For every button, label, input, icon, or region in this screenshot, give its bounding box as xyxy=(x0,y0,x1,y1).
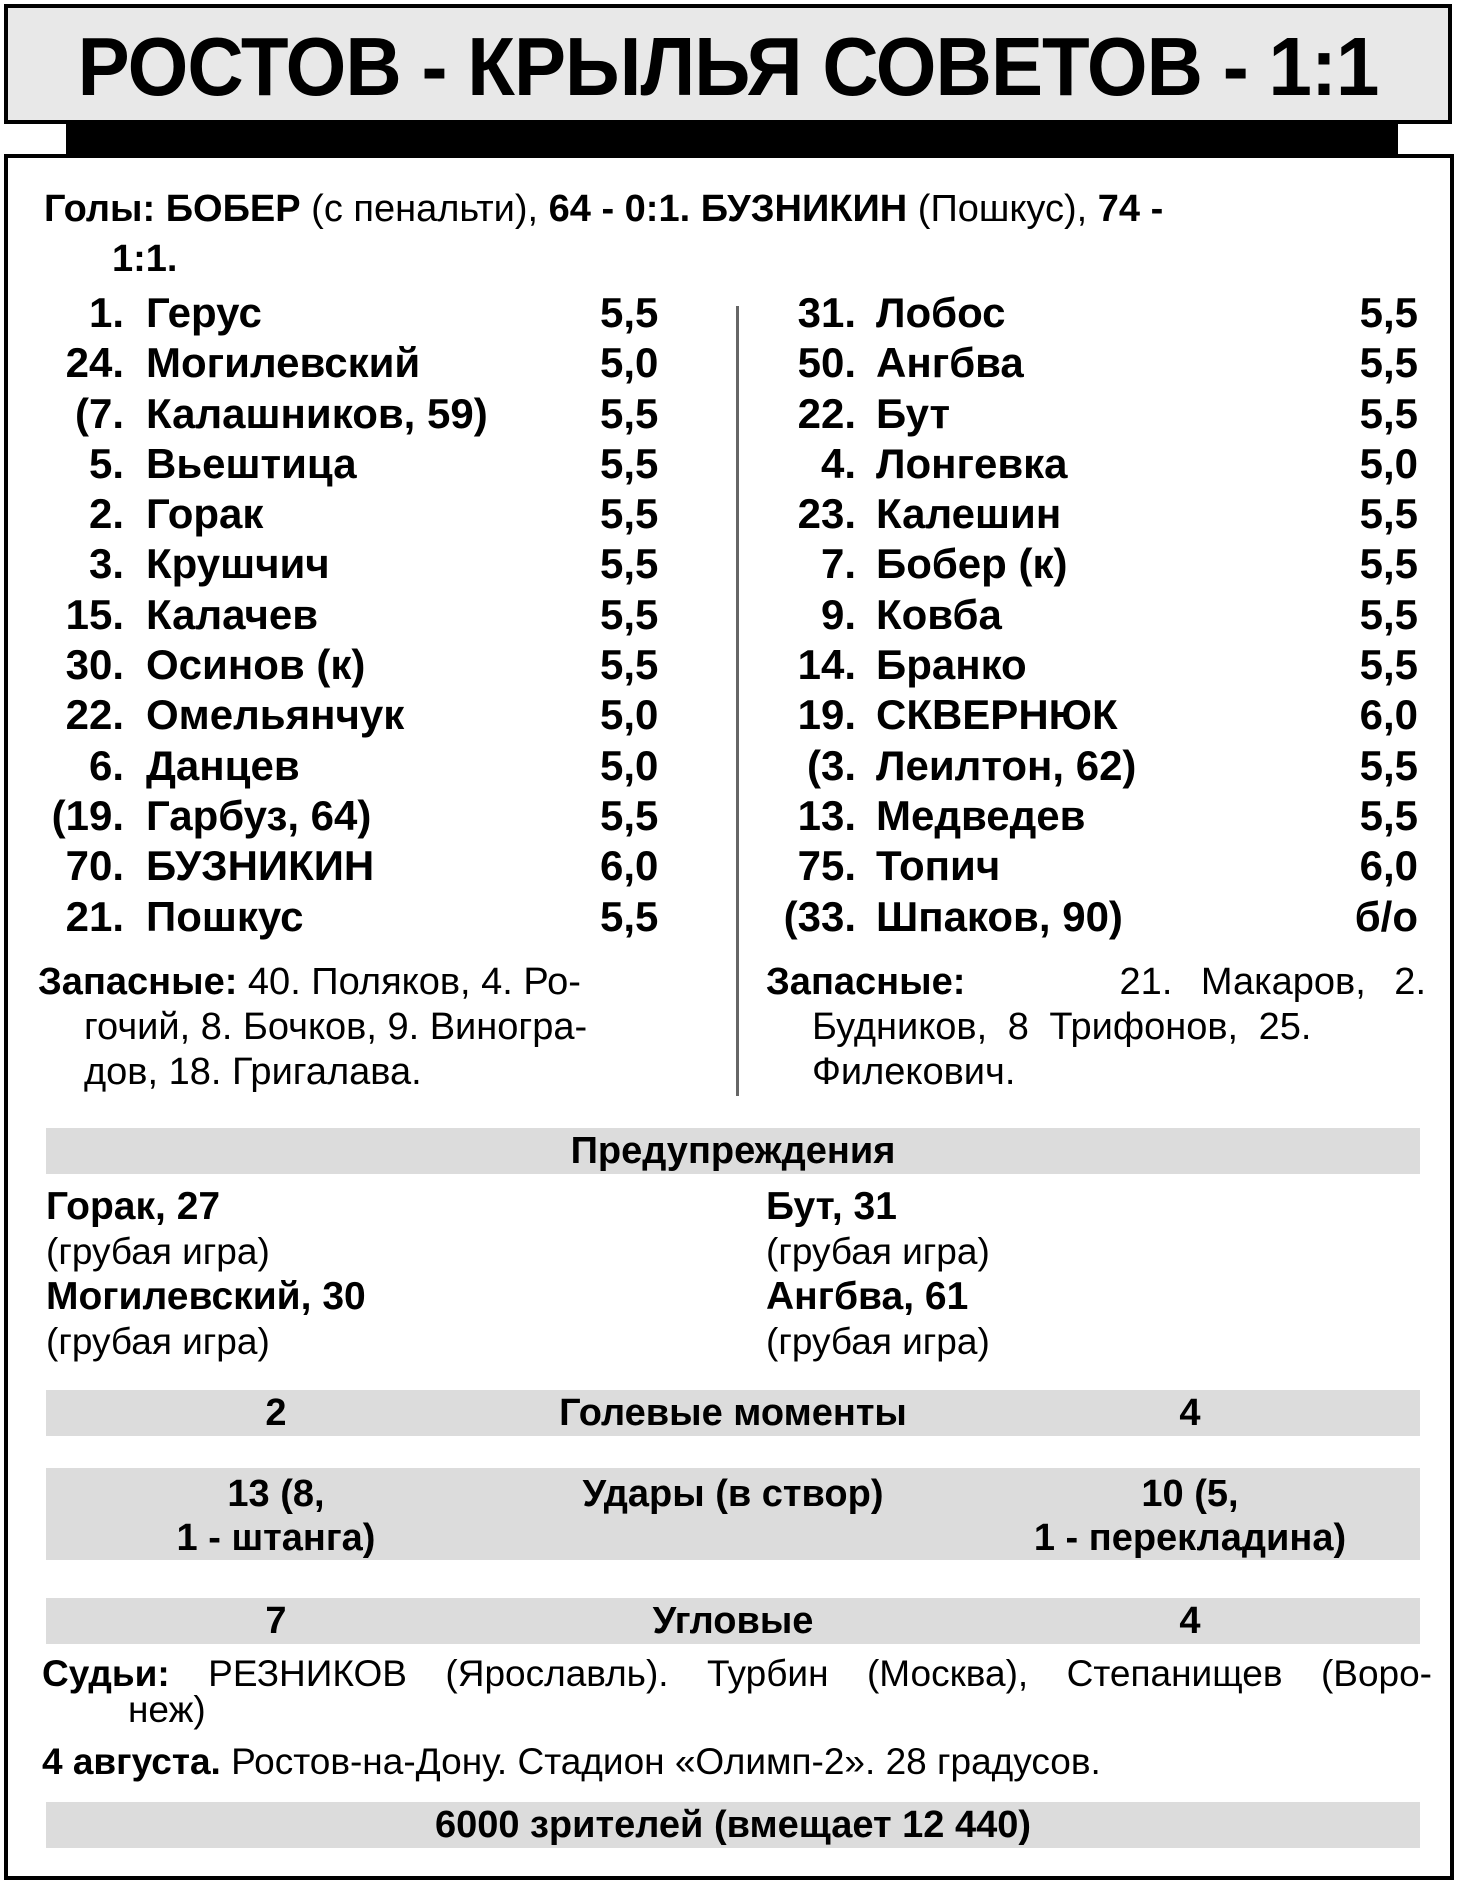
player-number: 9. xyxy=(820,590,856,638)
player-name: Могилевский xyxy=(146,339,421,387)
player-name: Омельянчук xyxy=(146,691,405,739)
player-name: Бобер (к) xyxy=(876,540,1068,588)
player-grade: 5,5 xyxy=(600,289,659,336)
player-number: (33. xyxy=(783,892,856,940)
player-row xyxy=(8,690,708,740)
player-row xyxy=(8,892,708,942)
player-number: 6. xyxy=(88,741,124,789)
player-number: 3. xyxy=(88,540,124,588)
player-name: Ангбва xyxy=(876,339,1024,387)
goal1-score: 64 - 0:1. xyxy=(548,188,691,230)
referees-label: Судьи: xyxy=(42,1653,170,1694)
player-grade: 5,5 xyxy=(600,641,659,689)
attendance-row xyxy=(46,1802,1420,1848)
player-grade: 5,5 xyxy=(1359,791,1418,839)
title-box xyxy=(4,4,1452,124)
player-name: Лобос xyxy=(876,289,1006,336)
corners-away: 4 xyxy=(1179,1600,1201,1642)
goal2-note: (Пошкус), xyxy=(917,188,1088,230)
shots-label: Удары (в створ) xyxy=(582,1473,884,1515)
shots-away-line2: 1 - перекладина) xyxy=(1033,1517,1347,1559)
home-subs-line2: гочий, 8. Бочков, 9. Виногра- xyxy=(84,1006,588,1048)
player-grade: 5,0 xyxy=(1359,439,1418,487)
goal1-scorer: БОБЕР xyxy=(165,188,301,230)
warnings-header xyxy=(46,1128,1420,1174)
away-warning-player: Ангбва, 61 xyxy=(766,1275,969,1318)
player-number: 23. xyxy=(797,490,856,538)
player-grade: 5,5 xyxy=(1359,490,1418,538)
home-warning-reason: (грубая игра) xyxy=(46,1321,270,1362)
player-grade: 5,0 xyxy=(600,339,659,387)
chances-home: 2 xyxy=(265,1392,287,1434)
player-row xyxy=(736,338,1436,388)
player-row xyxy=(8,791,708,841)
home-substitutes xyxy=(38,960,698,1095)
player-grade: 5,5 xyxy=(1359,590,1418,638)
player-grade: 5,5 xyxy=(1359,389,1418,437)
player-name: Калешин xyxy=(876,490,1062,538)
player-name: БУЗНИКИН xyxy=(146,842,375,890)
player-row xyxy=(736,690,1436,740)
goal1-note: (с пенальти), xyxy=(311,188,539,230)
player-row xyxy=(8,389,708,439)
player-name: Медведев xyxy=(876,791,1086,839)
player-grade: 6,0 xyxy=(1359,842,1418,890)
player-row xyxy=(736,741,1436,791)
shots-home-line1: 13 (8, xyxy=(227,1473,325,1515)
player-grade: 5,5 xyxy=(1359,741,1418,789)
player-grade: 5,5 xyxy=(600,590,659,638)
player-grade: 5,0 xyxy=(600,691,659,739)
player-grade: 5,5 xyxy=(600,490,659,538)
player-grade: 5,5 xyxy=(1359,339,1418,387)
player-name: Пошкус xyxy=(146,892,304,940)
player-row xyxy=(8,338,708,388)
referees xyxy=(42,1652,1432,1730)
referees-line1: РЕЗНИКОВ (Ярославль). Турбин (Москва), Степанищев (Воро- xyxy=(208,1653,1432,1694)
player-number: 22. xyxy=(65,691,124,739)
goal2-score: 74 - xyxy=(1097,188,1164,230)
away-lineup xyxy=(736,288,1436,942)
player-number: 1. xyxy=(88,289,124,336)
away-subs-line2: Будников, 8 Трифонов, 25. xyxy=(812,1006,1312,1048)
player-name: Данцев xyxy=(146,741,300,789)
away-warning-player: Бут, 31 xyxy=(766,1185,897,1228)
player-row xyxy=(8,741,708,791)
shots-away-line1: 10 (5, xyxy=(1141,1473,1239,1515)
player-number: 4. xyxy=(820,439,856,487)
away-subs-line3: Филекович. xyxy=(812,1051,1016,1093)
home-warning-player: Горак, 27 xyxy=(46,1185,221,1228)
corners-row xyxy=(46,1598,1420,1644)
away-substitutes xyxy=(766,960,1426,1095)
player-number: 21. xyxy=(65,892,124,940)
home-subs-line3: дов, 18. Григалава. xyxy=(84,1051,422,1093)
player-number: 75. xyxy=(797,842,856,890)
home-warnings xyxy=(46,1184,646,1364)
player-number: (19. xyxy=(51,791,124,839)
chances-label: Голевые моменты xyxy=(559,1392,907,1434)
player-row xyxy=(736,590,1436,640)
player-name: Ковба xyxy=(876,590,1002,638)
player-number: 30. xyxy=(65,641,124,689)
player-row xyxy=(8,590,708,640)
corners-home: 7 xyxy=(265,1600,287,1642)
goal2-score-cont: 1:1. xyxy=(112,238,178,280)
home-lineup xyxy=(8,288,708,942)
player-name: Шпаков, 90) xyxy=(876,892,1123,940)
attendance: 6000 зрителей (вмещает 12 440) xyxy=(434,1804,1032,1846)
home-warning-player: Могилевский, 30 xyxy=(46,1275,366,1318)
player-grade: 5,5 xyxy=(600,791,659,839)
player-row xyxy=(736,439,1436,489)
player-number: 14. xyxy=(797,641,856,689)
player-number: 24. xyxy=(65,339,124,387)
away-warning-reason: (грубая игра) xyxy=(766,1321,990,1362)
player-number: 19. xyxy=(797,691,856,739)
player-row xyxy=(736,489,1436,539)
player-grade: б/о xyxy=(1354,892,1418,940)
warnings-title: Предупреждения xyxy=(570,1130,896,1172)
player-number: (7. xyxy=(74,389,124,437)
player-number: 5. xyxy=(88,439,124,487)
chances-row xyxy=(46,1390,1420,1436)
player-name: Лонгевка xyxy=(876,439,1068,487)
goals-section xyxy=(44,184,1424,284)
player-grade: 5,5 xyxy=(600,439,659,487)
match-report xyxy=(4,154,1454,1880)
player-name: Калашников, 59) xyxy=(146,389,488,437)
shots-home-line2: 1 - штанга) xyxy=(176,1517,376,1559)
player-name: Герус xyxy=(146,289,262,336)
player-row xyxy=(8,841,708,891)
goals-label: Голы: xyxy=(44,188,156,230)
player-number: (3. xyxy=(806,741,856,789)
title-shadow xyxy=(66,124,1398,154)
player-number: 70. xyxy=(65,842,124,890)
venue xyxy=(42,1740,1432,1783)
player-name: Осинов (к) xyxy=(146,641,366,689)
away-subs-label: Запасные: xyxy=(766,961,966,1003)
away-warning-reason: (грубая игра) xyxy=(766,1231,990,1272)
player-grade: 5,5 xyxy=(600,540,659,588)
player-row xyxy=(8,288,708,338)
player-number: 7. xyxy=(820,540,856,588)
player-row xyxy=(8,489,708,539)
player-grade: 5,5 xyxy=(600,389,659,437)
player-name: Горак xyxy=(146,490,264,538)
player-name: Гарбуз, 64) xyxy=(146,791,372,839)
player-grade: 6,0 xyxy=(600,842,659,890)
away-subs-line1: 21. Макаров, 2. xyxy=(1119,961,1426,1003)
player-row xyxy=(736,892,1436,942)
away-warnings xyxy=(766,1184,1366,1364)
player-number: 31. xyxy=(797,289,856,336)
match-title: РОСТОВ - КРЫЛЬЯ СОВЕТОВ - 1:1 xyxy=(77,20,1379,113)
player-name: Крушчич xyxy=(146,540,330,588)
venue-text: Ростов-на-Дону. Стадион «Олимп-2». 28 градусов. xyxy=(231,1741,1101,1782)
player-grade: 5,5 xyxy=(1359,540,1418,588)
home-subs-line1: 40. Поляков, 4. Ро- xyxy=(247,961,581,1003)
player-row xyxy=(8,439,708,489)
shots-away xyxy=(960,1472,1420,1560)
player-grade: 5,5 xyxy=(1359,641,1418,689)
player-number: 2. xyxy=(88,490,124,538)
player-grade: 5,5 xyxy=(600,892,659,940)
home-warning-reason: (грубая игра) xyxy=(46,1231,270,1272)
match-date: 4 августа. xyxy=(42,1741,221,1782)
shots-row xyxy=(46,1468,1420,1560)
player-grade: 5,5 xyxy=(1359,289,1418,336)
referees-line2: неж) xyxy=(128,1689,206,1730)
player-row xyxy=(8,640,708,690)
player-name: СКВЕРНЮК xyxy=(876,691,1118,739)
player-number: 15. xyxy=(65,590,124,638)
player-name: Бранко xyxy=(876,641,1027,689)
player-number: 22. xyxy=(797,389,856,437)
player-row xyxy=(736,640,1436,690)
corners-label: Угловые xyxy=(652,1600,814,1642)
player-row xyxy=(736,288,1436,338)
goal2-scorer: БУЗНИКИН xyxy=(700,188,908,230)
player-name: Топич xyxy=(876,842,1001,890)
chances-away: 4 xyxy=(1179,1392,1201,1434)
player-grade: 5,0 xyxy=(600,741,659,789)
player-name: Калачев xyxy=(146,590,319,638)
home-subs-label: Запасные: xyxy=(38,961,238,1003)
player-number: 13. xyxy=(797,791,856,839)
player-name: Вьештица xyxy=(146,439,357,487)
player-row xyxy=(736,841,1436,891)
player-name: Леилтон, 62) xyxy=(876,741,1137,789)
player-name: Бут xyxy=(876,389,951,437)
player-row xyxy=(736,539,1436,589)
player-row xyxy=(8,539,708,589)
player-grade: 6,0 xyxy=(1359,691,1418,739)
goals-line xyxy=(44,184,1424,234)
player-row xyxy=(736,389,1436,439)
player-number: 50. xyxy=(797,339,856,387)
player-row xyxy=(736,791,1436,841)
